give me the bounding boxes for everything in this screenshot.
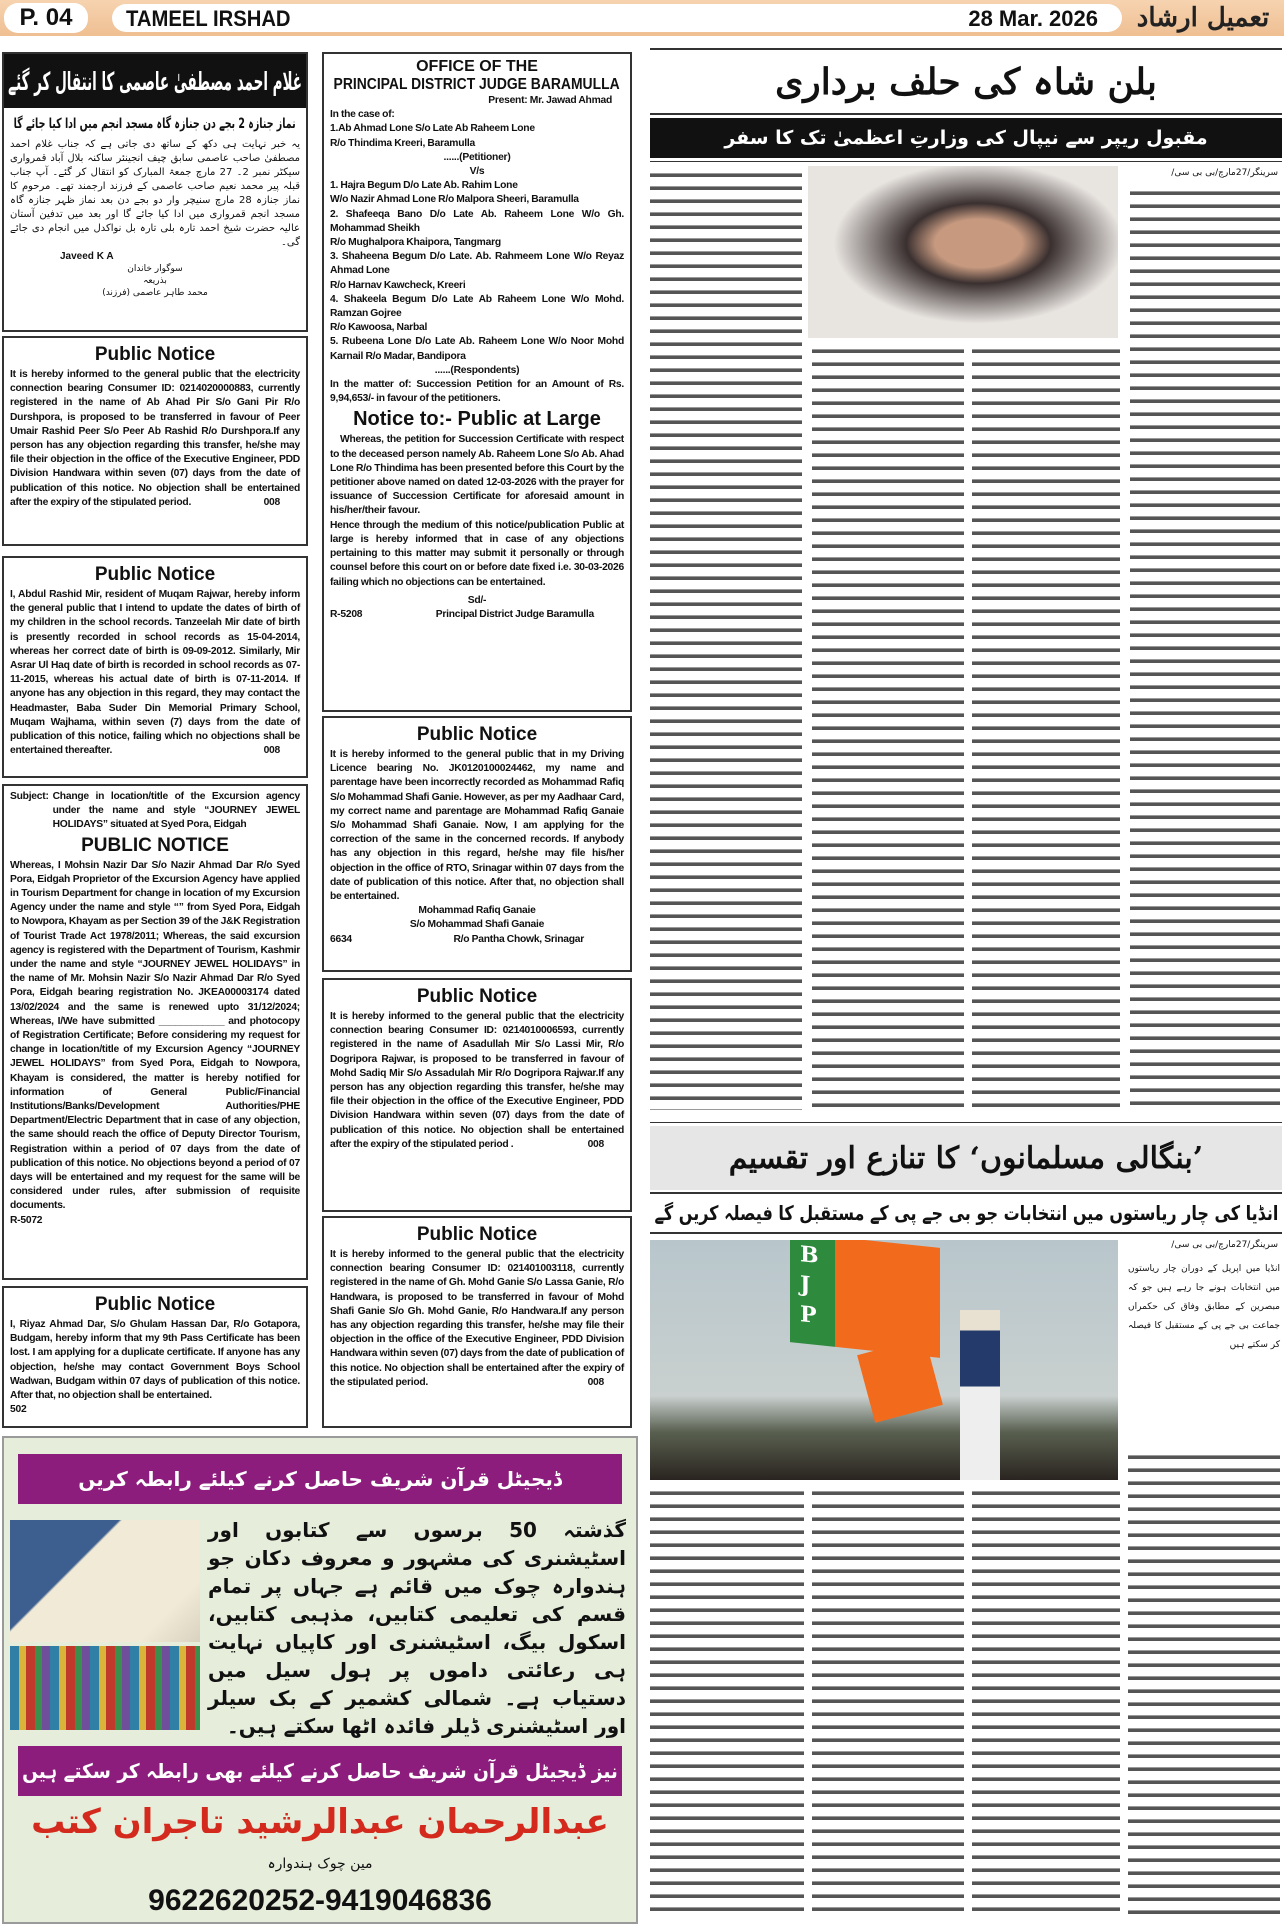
divider [650, 1232, 1282, 1234]
court-notice-title [330, 408, 624, 431]
court-para-2: Hence through the medium of this notice/publication Public at large is hereby informed that in case of any objections pertaining to this matter may submit it personally or through counsel before this court on or before date fixed i.e. 30-03-2026 failing which no objections can be entertained. [330, 519, 624, 588]
notice-body: I, Riyaz Ahmad Dar, S/o Ghulam Hassan Dar, R/o Gotapora, Budgam, hereby inform that my 9th Pass Certificate has been lost. I am applying for a duplicate certificate. If anyone has any objection, he/she may contact Government Boys School Wadwan, Budgam within 07 days of publication of this notice. After that, no objection shall be entertained. [10, 1319, 300, 1402]
story1-dateline: سرینگر/27مارچ/بی بی سی/ [1138, 168, 1278, 178]
story1-headline-text: بلن شاہ کی حلف برداری [775, 61, 1157, 103]
notice-title [10, 344, 300, 366]
divider [650, 1192, 1282, 1194]
notice-body: It is hereby informed to the general public that in my Driving Licence bearing No. JK0120100024462, my name and parentage have been incorrectly recorded as Mohammad Rafiq S/o Mohammad Shafi Ganie. However, as per my Aadhaar Card, my correct name and parentage are Mohammad Rafiq Ganaie S/o Mohammad Shafi Ganaie. Now, I am applying for the correction of the same in the concerned records. If anybody has any objection in this regard, he/she may file his/her objection in the office of RTO, Srinagar within 07 days from the date of publication of this notice. After that, no objection shall be entertained. [330, 749, 624, 903]
obituary-family: سوگوار خاندان [127, 264, 183, 274]
court-party-line: 3. Shaheena Begum D/o Late. Ab. Rahmeem Lone W/o Reyaz Ahmad Lone [330, 251, 624, 277]
obituary-body: یہ خبر نہایت ہی دکھ کے ساتھ دی جاتی ہے کہ جناب غلام احمد مصطفیٰ صاحب عاصمی سابق چیف انجینئر ساکنہ بلال آباد قمرواری سیکٹر نمبر 2۔ 27 مارچ جمعۃ المبارک کو انتقال کر گئے۔ آپ جناب قبلہ پیر محمد نعیم صاحب عاصمی کے فرزند ارجمند تھے۔ مرحوم کا نماز جنازہ 28 مارچ سنیچر وار دو بجے دن بعد نماز ظہر جنازہ گاہ مسجد انجم قمرواری میں ادا کیا جائے گا اور بعد میں تدفین آستان عالیہ حضرت شیخ احمد تارہ بلی تارہ بل نواکدل میں انجام دی جائے گی۔ [10, 139, 300, 248]
court-party-line: R/o Kawoosa, Narbal [330, 322, 428, 334]
obituary-subtitle-text: نماز جنازہ 2 بجے دن جنازہ گاہ مسجد انجم میں ادا کیا جائے گا [13, 116, 297, 132]
obituary-box [2, 52, 308, 332]
court-party-line: R/o Mughalpora Khaipora, Tangmarg [330, 237, 501, 249]
notice-text [10, 368, 300, 510]
court-title-1 [330, 58, 624, 76]
court-matter: In the matter of: Succession Petition for an Amount of Rs. 9,94,653/- in favour of the petitioners. [330, 379, 624, 405]
court-title-2 [330, 76, 624, 94]
ad-shop-name [4, 1802, 636, 1850]
subject-label: Subject: [10, 791, 49, 802]
public-notice-9th-certificate [2, 1286, 308, 1428]
court-party-line: 1.Ab Ahmad Lone S/o Late Ab Raheem Lone [330, 123, 535, 135]
notice-code: R-5072 [10, 1214, 43, 1226]
ad-top-banner-text: ڈیجیٹل قرآن شریف حاصل کرنے کیلئے رابطہ کریں [78, 1467, 562, 1491]
obituary-title-text: غلام احمد مصطفیٰ عاصمی کا انتقال کر گئے [8, 66, 302, 96]
court-code: R-5208 [330, 608, 363, 620]
ad-bottom-banner [18, 1746, 622, 1796]
divider [650, 1122, 1282, 1123]
page-number: P. 04 [4, 3, 88, 33]
notice-signature-row [330, 933, 624, 947]
notice-title [10, 835, 300, 857]
story2-dateline: سرینگر/27مارچ/بی بی سی/ [1138, 1240, 1278, 1250]
notice-body: It is hereby informed to the general public that the electricity connection bearing Consumer ID: 0214010006593, currently registered in the name of Asadullah Mir S/o Lassi Mir, R/o Dogripora Rajwar, is proposed to be transferred in favour of Mohd Sadiq Mir S/o Assadulah Mir R/o Dogripora Rajwar.If any person has any objection regarding this transfer, he/she may file their objection in the office of the Executive Engineer, PDD Division Handwara within seven (07) days from the date of publication of this notice. No objection shall be entertained after the expiry of the stipulated period . [330, 1011, 624, 1150]
story1-text-column [1130, 186, 1280, 1110]
notice-code: 008 [587, 1376, 604, 1388]
urdu-logo-text: تعمیل ارشاد [1136, 3, 1270, 33]
page-header [0, 0, 1284, 36]
notice-body: Whereas, I Mohsin Nazir Dar S/o Nazir Ahmad Dar R/o Syed Pora, Eidgah Proprietor of the Excursion Agency have applied in Tourism Department for change in location of my Excursion Agency under the name and style “” from Syed Pora, Eidgah to Nowpora, Khayam as per Section 39 of the J&K Registration of Tourist Trade Act 1978/2011; Whereas, the said excursion agency is registered with the Department of Tourism, Kashmir under the name and style “JOURNEY JEWEL HOLIDAYS” in the name of Mr. Mohsin Nazir S/o Nazir Ahmad Dar R/o Syed Pora, Eidgah bearing registration No. JKEA00003174 dated 13/02/2024 and the same is renewed upto 31/12/2024; Whereas, I/We have submitted ____________ and photocopy of Registration Certificate; Before considering my request for change in location/title of my Excursion Agency “JOURNEY JEWEL HOLIDAYS” from Syed Pora, Eidgah to Nowpora, Khayam is considered, the matter is hereby notified for information of General Public/Financial Institutions/Banks/Development Authorities/PHE Department/Electric Department that in case of any objection, the same should reach the office of Deputy Director Tourism, Registration within a period of 07 days from the date of publication of this notice. No objections beyond a period of 07 days will be entertained and my request for the same will be considered under rules, after submission of requisite documents. [10, 859, 300, 1212]
public-notice-consumer-0214020000883 [2, 336, 308, 546]
quran-pen-image [10, 1520, 200, 1642]
notice-signatory-address: R/o Pantha Chowk, Srinagar [453, 933, 584, 945]
court-party-line: W/o Nazir Ahmad Lone R/o Malpora Sheeri, Baramulla [330, 194, 579, 206]
public-notice-consumer-021401003118 [322, 1216, 632, 1428]
ad-shop-name-text: عبدالرحمان عبدالرشید تاجران کتب [31, 1802, 609, 1842]
notice-text [330, 1010, 624, 1152]
flag-lettering: BJP [800, 1241, 819, 1329]
notice-code: 008 [587, 1138, 604, 1150]
obituary-via: بذریعہ [143, 276, 167, 286]
notice-code: 008 [263, 745, 280, 757]
notice-signatory-parentage: S/o Mohammad Shafi Ganaie [409, 919, 545, 931]
court-signatory: Principal District Judge Baramulla [435, 608, 594, 620]
masthead-band [112, 4, 1122, 32]
court-notice-baramulla [322, 52, 632, 712]
story1-text-column [972, 344, 1120, 1110]
ad-phone-numbers[interactable] [4, 1884, 636, 1920]
notice-title-text: Public Notice [416, 724, 538, 745]
public-notice-driving-licence [322, 716, 632, 972]
notice-title [10, 564, 300, 586]
notice-title [330, 724, 624, 746]
obituary-son: محمد طاہر عاصمی (فرزند) [102, 288, 208, 298]
notice-subject [10, 790, 300, 833]
bookshop-advertisement [2, 1436, 638, 1924]
story1-text-column [812, 344, 964, 1110]
court-case-of: In the case of: [330, 109, 395, 121]
divider [650, 161, 1282, 162]
notice-body: I, Abdul Rashid Mir, resident of Muqam Rajwar, hereby inform the general public that I intend to update the dates of birth of my children in the school records. Tanzeelah Mir date of birth is presently recorded in school records as 15-04-2014, whereas her correct date of birth is 09-09-2012. Similarly, Mir Asrar Ul Haq date of birth is recorded in school records as 07-11-2015, whereas his actual date of birth is 07-11-2014. If anyone has any objection in this regard, they may contact the Headmaster, Baba Suder Din Memorial Primary School, Muqam Wajhama, within seven (7) days from the date of publication of this notice, failing which no objections shall be entertained thereafter. [10, 589, 300, 757]
story1-subheadline [650, 118, 1282, 158]
ad-body: گذشتہ 50 برسوں سے کتابوں اور اسٹیشنری کی مشہور و معروف دکان جو ہندوارہ چوک میں قائم ہے جہاں پر تمام قسم کی تعلیمی کتابیں، مذہبی کتابیں، اسکول بیگ، اسٹیشنری اور کاپیاں نہایت ہی رعائتی داموں پر ہول سیل میں دستیاب ہے۔ شمالی کشمیر کے بک سیلر اور اسٹیشنری ڈیلر فائدہ اٹھا سکتے ہیں۔ [208, 1518, 626, 1738]
story2-text-column [650, 1486, 804, 1920]
notice-title [10, 1294, 300, 1316]
notice-title-text: Public Notice [416, 1224, 538, 1245]
story2-lead: انڈیا میں اپریل کے دوران چار ریاستوں میں انتخابات ہونے جا رہے ہیں جو کہ مبصرین کے مطابق وفاق کی حکمراں جماعت بی جے پی کے مستقبل کا فیصلہ کر سکتے ہیں [1128, 1260, 1280, 1355]
notice-title [330, 986, 624, 1008]
cutout-figure-image [960, 1310, 1000, 1480]
story1-headline [650, 54, 1282, 110]
story1-subheadline-text: مقبول ریپر سے نیپال کی وزارتِ اعظمیٰ تک کا سفر [724, 127, 1208, 149]
story2-headline [650, 1126, 1282, 1190]
notice-title-text: Public Notice [94, 344, 216, 365]
ad-address-text: مین چوک ہندوارہ [267, 1856, 373, 1872]
court-party-line: 5. Rubeena Lone D/o Late Ab. Raheem Lone W/o Noor Mohd Karnail R/o Madar, Bandipora [330, 336, 624, 362]
public-notice-journey-jewel-holidays [2, 784, 308, 1280]
court-versus: V/s [469, 166, 485, 178]
court-party-line: 1. Hajra Begum D/o Late Ab. Rahim Lone [330, 180, 518, 192]
notice-code: 008 [263, 496, 280, 508]
story1-text-column [650, 168, 802, 1110]
court-party-line: 4. Shakeela Begum D/o Late Ab Raheem Lone W/o Mohd. Ramzan Gojree [330, 293, 624, 320]
public-notice-date-of-birth [2, 556, 308, 778]
story2-subheadline-text: انڈیا کی چار ریاستوں میں انتخابات جو بی جے پی کے مستقبل کا فیصلہ کریں گے [654, 1201, 1278, 1225]
notice-title-text: Public Notice [94, 1294, 216, 1315]
ad-top-banner [18, 1454, 622, 1504]
ad-bottom-banner-text: نیز ڈیجیٹل قرآن شریف حاصل کرنے کیلئے بھی رابطہ کر سکتے ہیں [22, 1759, 618, 1783]
notice-text [330, 1248, 624, 1390]
court-signature-row [330, 608, 624, 622]
court-notice-title-text: Notice to:- Public at Large [353, 408, 601, 431]
notice-body: It is hereby informed to the general public that the electricity connection bearing Consumer ID: 021401003118, currently registered in the name of Gh. Mohd Ganie S/o Lassa Ganie, R/o Handwara, is proposed to be transferred in favour of Mohd Shafi Ganie S/o Gh. Mohd Ganie, R/o Handwara.If any person has any objection regarding this transfer, he/she may file their objection in the office of the Executive Engineer, PDD Division Handwara within seven (07) days from the date of publication of this notice. No objection shall be entertained after the expiry of the stipulated period. [330, 1249, 624, 1388]
notice-code: 6634 [330, 933, 352, 945]
notice-title-text: Public Notice [94, 564, 216, 585]
court-party-role: ......(Respondents) [434, 364, 520, 376]
ad-phone-numbers-text[interactable]: 9622620252-9419046836 [148, 1884, 492, 1917]
court-para-1: Whereas, the petition for Succession Certificate with respect to the deceased person namely Ab. Raheem Lone S/o Ab. Ahad Lone R/o Thindima has been presented before this Court by the petitioner above named on dated 12-03-2026 with the prayer for issuance of Succession Certificate for aforesaid amount in his/her/their favour. [330, 434, 624, 517]
court-presiding-officer: Present: Mr. Jawad Ahmad [488, 95, 612, 106]
public-notice-consumer-0214010006593 [322, 978, 632, 1212]
court-sd: Sd/- [467, 594, 487, 606]
story2-rally-photo [650, 1240, 1118, 1480]
notice-text [10, 588, 300, 758]
subject-text: Change in location/title of the Excursion agency under the name and style “JOURNEY JEWEL HOLIDAYS” situated at Syed Pora, Eidgah [52, 791, 300, 831]
notice-signatory-name: Mohammad Rafiq Ganaie [418, 905, 536, 917]
story2-text-column [972, 1486, 1120, 1920]
divider [650, 48, 1282, 50]
divider [650, 113, 1282, 115]
notice-title-text: PUBLIC NOTICE [81, 834, 229, 856]
notice-code: 502 [10, 1404, 27, 1416]
notice-title-text: Public Notice [416, 986, 538, 1007]
court-party-role: ......(Petitioner) [443, 151, 511, 163]
story1-portrait-photo [808, 166, 1118, 338]
story2-text-column [812, 1486, 964, 1920]
notice-body: It is hereby informed to the general public that the electricity connection bearing Consumer ID: 0214020000883, currently registered in the name of Ab Ahad Pir S/o Gani Pir R/o Durshpora, is proposed to be transferred in favour of Peer Umair Rashid Peer S/o Peer Ab Rashid R/o Durshpora.If any person has any objection regarding this transfer, he/she may file their objection in the office of the Executive Engineer, PDD Division Handwara within seven (07) days from the date of publication of this notice. No objection shall be entertained after the expiry of the stipulated period. [10, 369, 300, 508]
ad-address [4, 1856, 636, 1878]
notice-title [330, 1224, 624, 1246]
obituary-subtitle [10, 114, 300, 134]
court-party-line: R/o Thindima Kreeri, Baramulla [330, 137, 475, 149]
court-party-line: R/o Harnav Kawcheck, Kreeri [330, 279, 466, 291]
obituary-contributor: Javeed K A [60, 251, 114, 262]
issue-date: 28 Mar. 2026 [968, 6, 1098, 31]
story2-text-column [1128, 1450, 1280, 1920]
newspaper-name: TAMEEL IRSHAD [126, 6, 291, 31]
story2-headline-text: ’بنگالی مسلمانوں‘ کا تنازع اور تقسیم [728, 1140, 1204, 1176]
urdu-logo [1126, 0, 1280, 36]
story2-subheadline [650, 1196, 1282, 1230]
court-title-2-text: PRINCIPAL DISTRICT JUDGE BARAMULLA [333, 76, 621, 93]
court-title-1-text: OFFICE OF THE [416, 58, 538, 75]
obituary-title [4, 54, 306, 108]
court-party-line: 2. Shafeeqa Bano D/o Late Ab. Raheem Lone W/o Gh. Mohammad Sheikh [330, 208, 624, 234]
books-image [10, 1646, 200, 1730]
